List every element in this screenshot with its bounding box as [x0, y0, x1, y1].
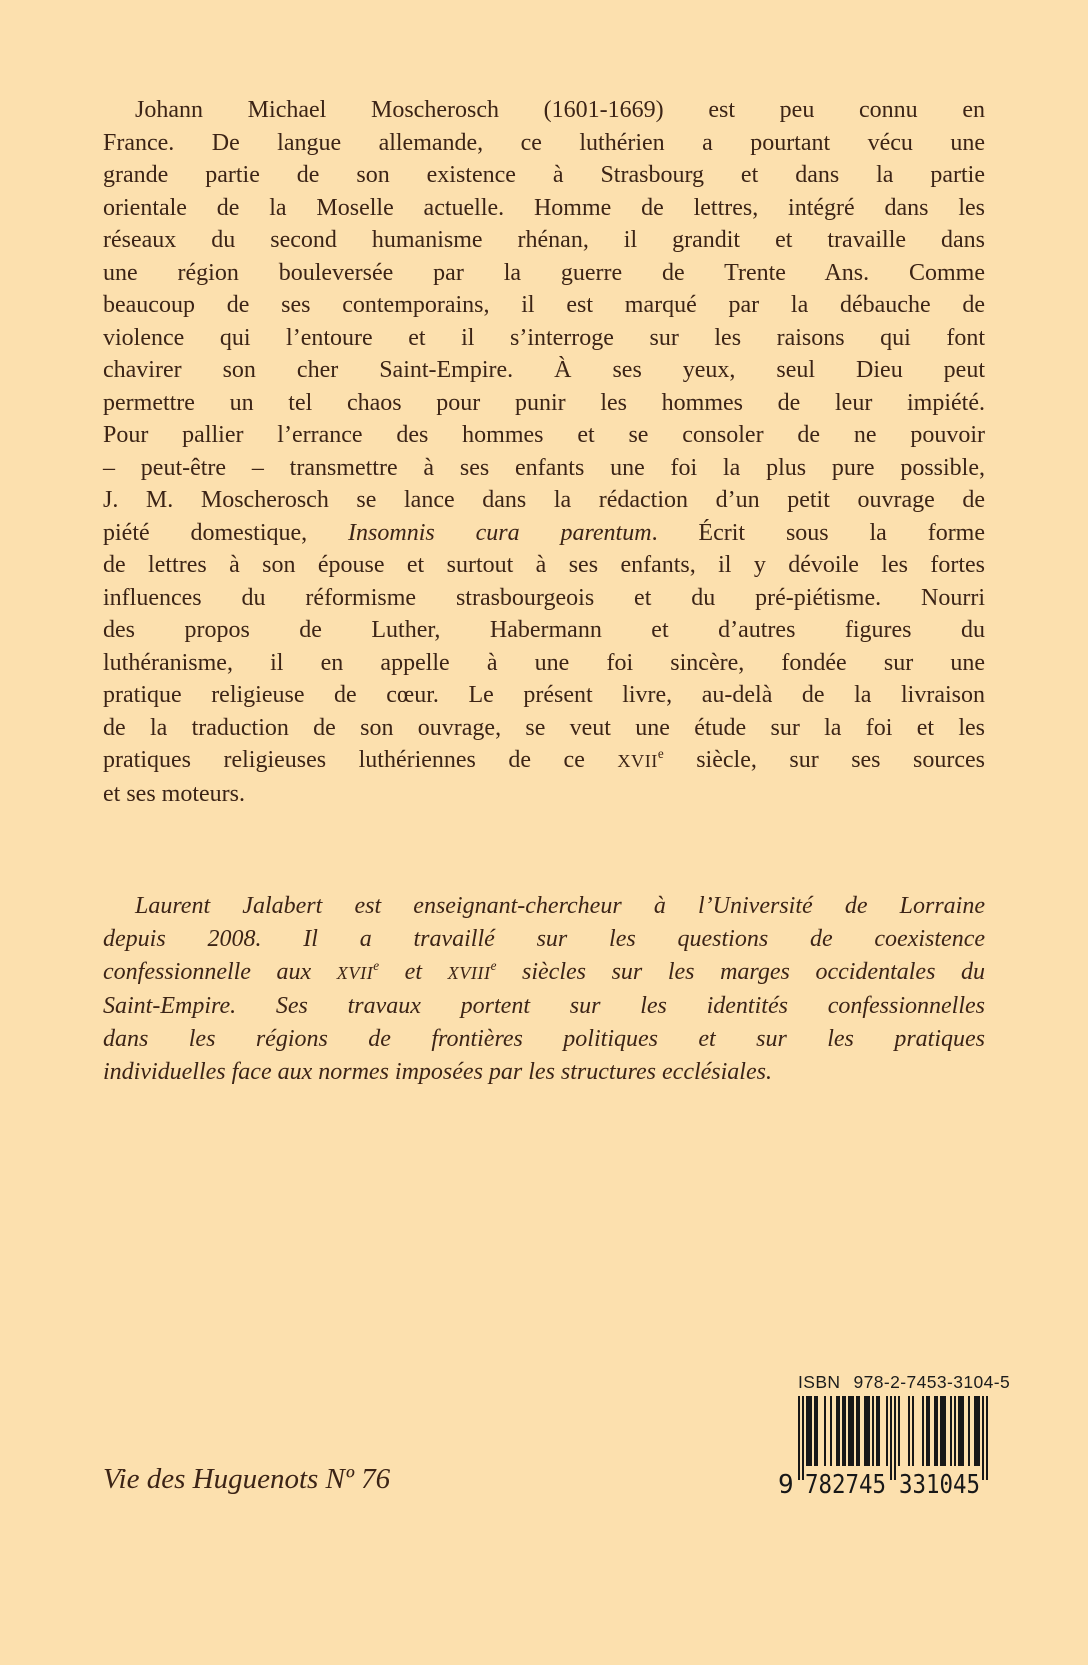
century-smallcaps: XVIII [447, 963, 491, 983]
synopsis-line: luthéranisme, il en appelle à une foi sincère, fondée sur une [103, 649, 985, 676]
svg-text:782745: 782745 [805, 1470, 886, 1498]
isbn-number: 978-2-7453-3104-5 [853, 1372, 1011, 1392]
bio-line: Laurent Jalabert est enseignant-chercheur à l’Université de Lorraine [135, 893, 985, 919]
synopsis-line: orientale de la Moselle actuelle. Homme de lettres, intégré dans les [103, 194, 985, 221]
synopsis-line: pratique religieuse de cœur. Le présent livre, au-delà de la livraison [103, 682, 985, 708]
isbn-label: ISBN [798, 1372, 841, 1392]
synopsis-line: une région bouleversée par la guerre de Trente Ans. Comme [103, 259, 985, 286]
book-title-latin: Insomnis cura parentum [348, 519, 652, 546]
synopsis-line: France. De langue allemande, ce luthérien a pourtant vécu une [103, 129, 985, 156]
bio-line: Saint-Empire. Ses travaux portent sur les identités confessionnelles [103, 993, 985, 1019]
synopsis-line: beaucoup de ses contemporains, il est marqué par la débauche de [103, 292, 985, 318]
ordinal-superscript: e [657, 746, 664, 761]
synopsis-line: permettre un tel chaos pour punir les hommes de leur impiété. [103, 389, 985, 416]
synopsis-line: violence qui l’entoure et il s’interroge sur les raisons qui font [103, 324, 985, 351]
synopsis-line: de la traduction de son ouvrage, se veut une étude sur la foi et les [103, 714, 985, 741]
synopsis-text: piété domestique, [103, 519, 349, 546]
bio-line: dans les régions de frontières politiques et sur les pratiques [103, 1026, 985, 1052]
synopsis-line: Pour pallier l’errance des hommes et se consoler de ne pouvoir [103, 422, 985, 448]
synopsis-line: de lettres à son épouse et surtout à ses enfants, il y dévoile les fortes [103, 552, 985, 578]
synopsis-line: grande partie de son existence à Strasbourg et dans la partie [103, 162, 985, 188]
bio-line: depuis 2008. Il a travaillé sur les questions de coexistence [103, 926, 985, 952]
synopsis-line: et ses moteurs. [103, 780, 245, 807]
synopsis-paragraph [103, 94, 985, 810]
isbn-block [776, 1372, 1011, 1498]
ean13-barcode [776, 1396, 996, 1498]
synopsis-line: chavirer son cher Saint-Empire. À ses yeux, seul Dieu peut [103, 357, 985, 383]
synopsis-text: . Écrit sous la forme [651, 519, 985, 546]
ordinal-superscript: e [490, 958, 497, 973]
bio-text: et [379, 959, 448, 985]
bio-line-with-centuries [103, 956, 985, 990]
isbn-line [776, 1372, 1011, 1393]
synopsis-line-with-book-title [103, 517, 985, 550]
bio-text: confessionnelle aux [103, 959, 337, 985]
synopsis-line: Johann Michael Moscherosch (1601-1669) est peu connu en [135, 97, 985, 123]
svg-text:9: 9 [778, 1470, 794, 1498]
synopsis-line: J. M. Moscherosch se lance dans la rédaction d’un petit ouvrage de [103, 487, 985, 513]
synopsis-line: influences du réformisme strasbourgeois et du pré-piétisme. Nourri [103, 584, 985, 611]
synopsis-text: pratiques religieuses luthériennes de ce [103, 747, 618, 773]
century-smallcaps: XVII [617, 751, 658, 771]
century-smallcaps: XVII [336, 963, 374, 983]
synopsis-line-with-century [103, 744, 985, 778]
synopsis-line: réseaux du second humanisme rhénan, il grandit et travaille dans [103, 227, 985, 253]
collection-series-label: Vie des Huguenots Nº 76 [103, 1463, 391, 1495]
svg-text:331045: 331045 [899, 1470, 980, 1498]
bio-line: individuelles face aux normes imposées par les structures ecclésiales. [103, 1059, 772, 1085]
bio-text: siècles sur les marges occidentales du [496, 959, 985, 985]
synopsis-text: siècle, sur ses sources [663, 747, 985, 773]
ordinal-superscript: e [373, 958, 380, 973]
synopsis-line: des propos de Luther, Habermann et d’autres figures du [103, 617, 985, 643]
synopsis-line: – peut-être – transmettre à ses enfants une foi la plus pure possible, [103, 454, 985, 481]
author-bio-paragraph [103, 890, 985, 1089]
